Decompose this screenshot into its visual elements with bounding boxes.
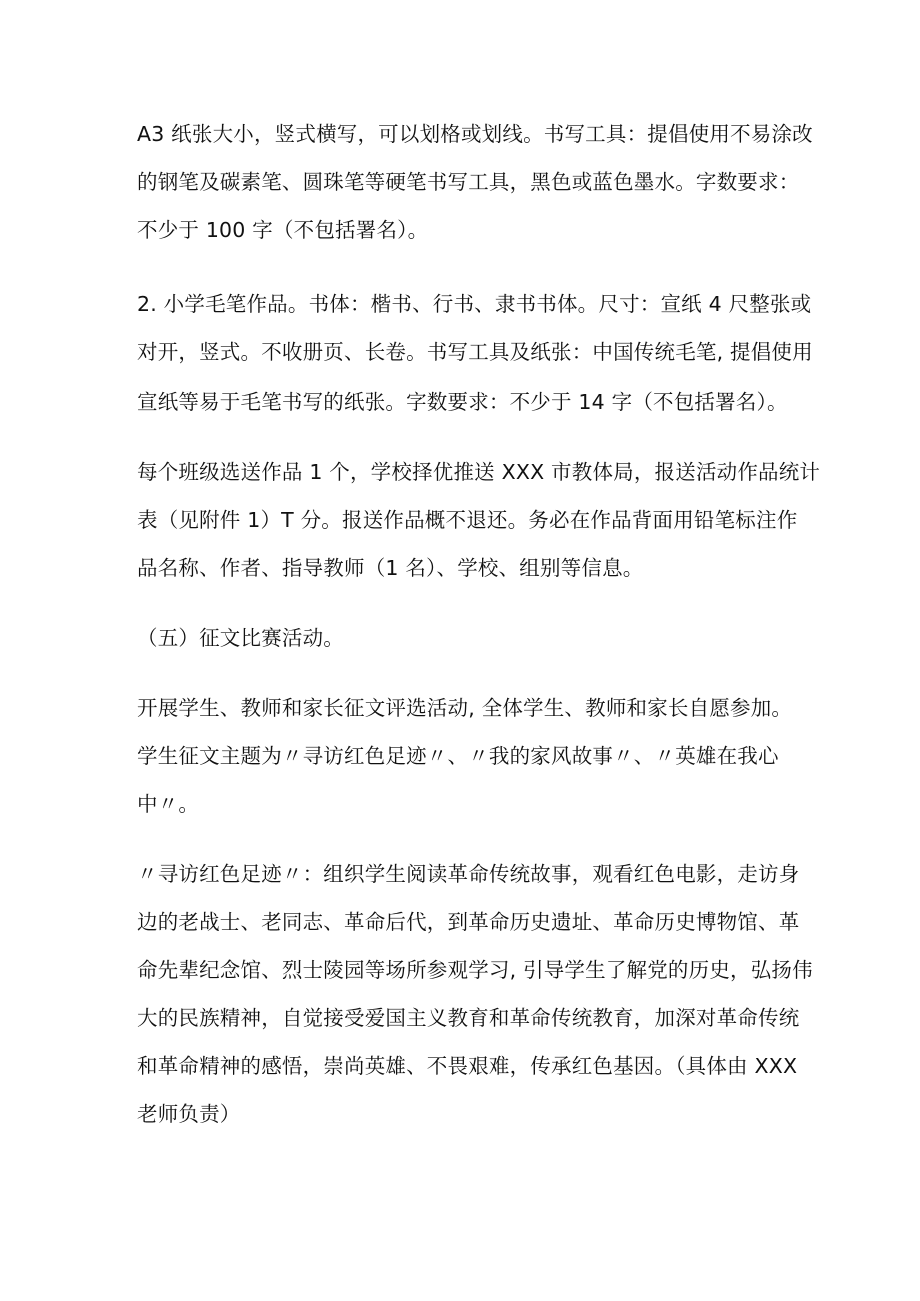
paragraph-6-line-1: 〃寻访红色足迹〃：组织学生阅读革命传统故事，观看红色电影，走访身 [137,862,800,886]
paragraph-6-line-3: 命先辈纪念馆、烈士陵园等场所参观学习, 引导学生了解党的历史，弘扬伟 [137,958,813,982]
paragraph-3-line-3: 品名称、作者、指导教师（1 名）、学校、组别等信息。 [137,556,644,580]
paragraph-5-line-1: 开展学生、教师和家长征文评选活动, 全体学生、教师和家长自愿参加。 [137,696,793,720]
paragraph-2-line-3: 宣纸等易于毛笔书写的纸张。字数要求：不少于 14 字（不包括署名）。 [137,390,788,414]
paragraph-5-line-2: 学生征文主题为〃寻访红色足迹〃、〃我的家风故事〃、〃英雄在我心 [137,744,779,768]
paragraph-1-line-3: 不少于 100 字（不包括署名）。 [137,218,429,242]
paragraph-6-line-5: 和革命精神的感悟，崇尚英雄、不畏艰难，传承红色基因。（具体由 XXX [137,1054,798,1078]
paragraph-3-line-1: 每个班级选送作品 1 个，学校择优推送 XXX 市教体局，报送活动作品统计 [137,460,821,484]
paragraph-6-line-6: 老师负责） [137,1102,241,1126]
paragraph-1-line-2: 的钢笔及碳素笔、圆珠笔等硬笔书写工具，黑色或蓝色墨水。字数要求： [137,170,800,194]
paragraph-1-line-1: A3 纸张大小，竖式横写，可以划格或划线。书写工具：提倡使用不易涂改 [137,122,813,146]
paragraph-2-line-1: 2. 小学毛笔作品。书体：楷书、行书、隶书书体。尺寸：宣纸 4 尺整张或 [137,292,812,316]
paragraph-6-line-2: 边的老战士、老同志、革命后代，到革命历史遗址、革命历史博物馆、革 [137,910,800,934]
paragraph-6-line-4: 大的民族精神，自觉接受爱国主义教育和革命传统教育，加深对革命传统 [137,1006,800,1030]
paragraph-5-line-3: 中〃。 [137,792,200,816]
section-heading: （五）征文比赛活动。 [137,626,344,650]
paragraph-2-line-2: 对开，竖式。不收册页、长卷。书写工具及纸张：中国传统毛笔, 提倡使用 [137,340,813,364]
paragraph-3-line-2: 表（见附件 1）T 分。报送作品概不退还。务必在作品背面用铅笔标注作 [137,508,798,532]
